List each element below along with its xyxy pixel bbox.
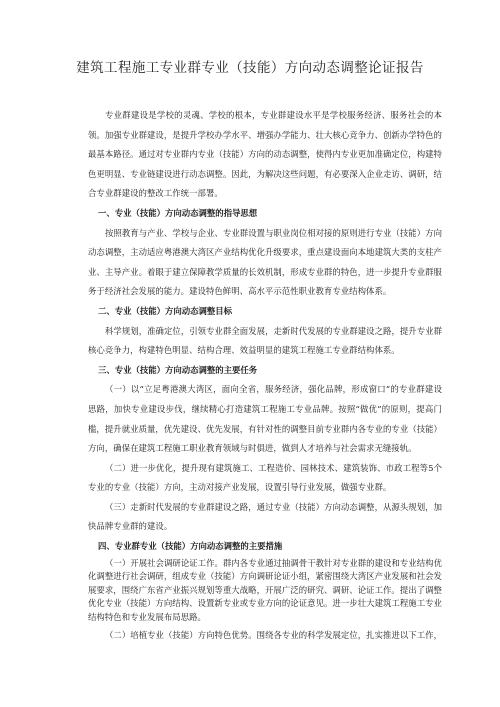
section-3-heading: 三、专业（技能）方向动态调整的主要任务 (98, 364, 258, 375)
section-1-heading: 一、专业（技能）方向动态调整的指导思想 (98, 207, 258, 218)
section-1-paragraph: 按照教育与产业、学校与企业、专业群设置与职业岗位相对接的原则进行专业（技能）方向动态调整，主动适应粤港澳大湾区产业结构优化升级要求，重点建设面向本地建筑大类的支柱产业、主导产业。着眼于建立保障教学质量的长效机制，形成专业群的特色，进一步提升专业群服务于经济社会发展的能力。建设特色鲜明、高水平示范性职业教育专业结构体系。 (88, 227, 442, 297)
section-4-item-2: （二）培植专业（技能）方向特色优势。围绕各专业的科学发展定位，扎实推进以下工作， (105, 630, 442, 641)
document-title: 建筑工程施工专业群专业（技能）方向动态调整论证报告 (76, 60, 424, 76)
document-body (88, 106, 442, 646)
section-3-item-2: （二）进一步优化，提升现有建筑施工、工程造价、园林技术、建筑装饰、市政工程等5个专业的专业（技能）方向，主动对接产业发展，设置引导行业发展，做强专业群。 (88, 462, 442, 493)
intro-paragraph: 专业群建设是学校的灵魂、学校的根本，专业群建设水平是学校服务经济、服务社会的本领。加强专业群建设，是提升学校办学水平、增强办学能力、壮大核心竞争力、创新办学特色的最基本路径。通过对专业群内专业（技能）方向的动态调整，使得内专业更加准确定位，构建特色更明显、专业链建设进行动态调整。因此，为解决这些问题，有必要深入企业走访、调研，结合专业群建设的整改工作统一部署。 (88, 110, 442, 199)
section-3-item-3: （三）走新时代发展的专业群建设之路，通过专业（技能）方向动态调整，从源头规划，加快品牌专业群的建设。 (88, 501, 442, 532)
section-2-heading: 二、专业（技能）方向动态调整目标 (98, 305, 232, 316)
section-4-item-1: （一）开展社会调研论证工作。群内各专业通过抽调骨干教针对专业群的建设和专业结构优化调整进行社会调研，组成专业（技能）方向调研论证小组，紧密围绕大湾区产业发展和社会发展要求，围绕广东省产业振兴规划等重大战略，开展广泛的研究、调研、论证工作。提出了调整优化专业（技能）方向结构、设置新专业或专业方向的论证意见。进一步壮大建筑工程施工专业结构特色和专业发展布局思路。 (88, 557, 442, 622)
section-4-heading: 四、专业群专业（技能）方向动态调整的主要措施 (98, 541, 283, 552)
section-2-paragraph: 科学规划，准确定位，引领专业群全面发展，走新时代发展的专业群建设之路，提升专业群核心竞争力，构建特色明显、结构合理、效益明显的建筑工程施工专业群结构体系。 (88, 325, 442, 356)
section-3-item-1: （一）以“立足粤港澳大湾区，面向全省，服务经济，强化品牌，形成窗口”的专业群建设思路，加快专业建设步伐，继续精心打造建筑工程施工专业品牌。按照“做优”的原则，提高门槛，提升就业质量，优先建设、优先发展，有针对性的调整目前专业群内各专业的专业（技能）方向，确保在建筑工程施工职业教育领域与时俱进，做到人才培养与社会需求无缝接轨。 (88, 384, 442, 454)
